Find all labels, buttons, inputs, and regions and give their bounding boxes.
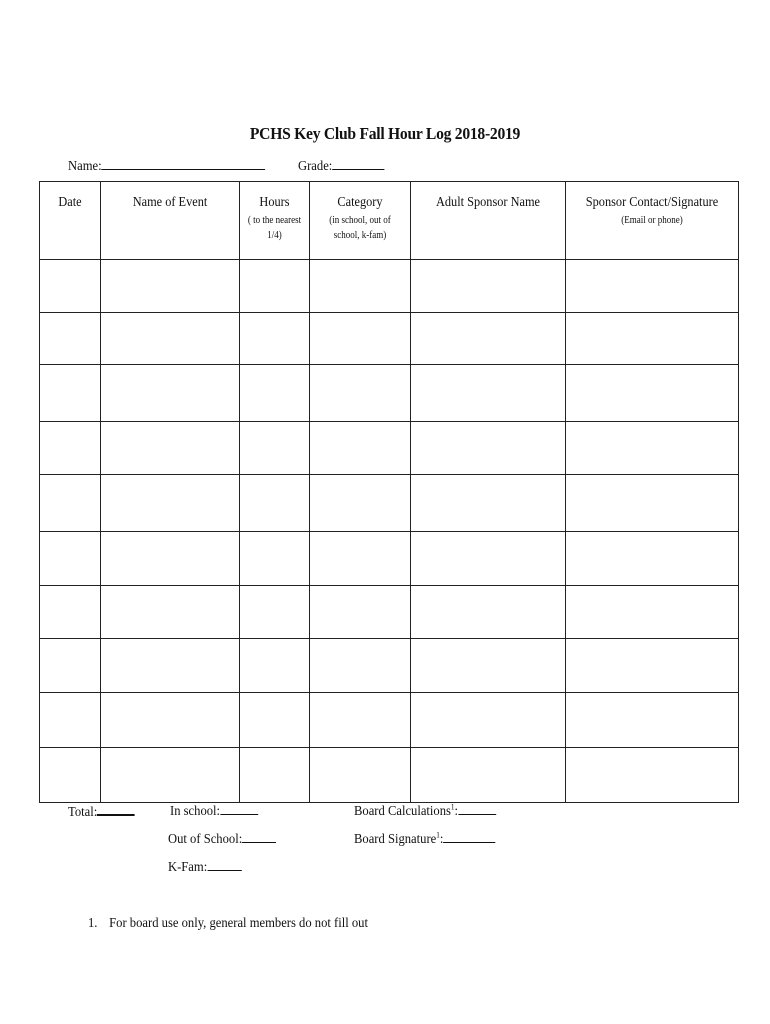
cell-hours[interactable] — [240, 532, 310, 586]
col-header-sponsor-contact-title: Sponsor Contact/Signature — [585, 195, 719, 210]
cell-sponsor-contact[interactable] — [566, 475, 739, 532]
cell-event[interactable] — [101, 748, 240, 803]
col-header-hours-title: Hours — [259, 195, 290, 210]
total-label: Total: — [68, 805, 98, 820]
footnote — [88, 916, 368, 932]
cell-event[interactable] — [101, 586, 240, 639]
cell-sponsor-contact[interactable] — [566, 313, 739, 365]
cell-category[interactable] — [310, 748, 411, 803]
cell-date[interactable] — [40, 365, 101, 422]
cell-category[interactable] — [310, 365, 411, 422]
out-of-school-field[interactable] — [168, 829, 276, 848]
cell-sponsor-name[interactable] — [411, 639, 566, 693]
cell-date[interactable] — [40, 475, 101, 532]
cell-event[interactable] — [101, 313, 240, 365]
name-label: Name: — [68, 159, 102, 174]
col-header-category-sub: (in school, out of school, k-fam) — [329, 215, 391, 241]
col-header-sponsor-name-title: Adult Sponsor Name — [435, 195, 541, 210]
cell-category[interactable] — [310, 475, 411, 532]
grade-label: Grade: — [298, 159, 333, 174]
cell-sponsor-contact[interactable] — [566, 422, 739, 475]
page-title: PCHS Key Club Fall Hour Log 2018-2019 — [249, 124, 521, 143]
cell-event[interactable] — [101, 693, 240, 748]
out-of-school-blank[interactable] — [242, 829, 276, 843]
kfam-label: K-Fam: — [168, 860, 208, 875]
col-header-category-title: Category — [337, 195, 383, 210]
cell-date[interactable] — [40, 639, 101, 693]
cell-date[interactable] — [40, 748, 101, 803]
table-row — [40, 532, 739, 586]
table-row — [40, 748, 739, 803]
cell-event[interactable] — [101, 532, 240, 586]
table-row — [40, 260, 739, 313]
cell-sponsor-contact[interactable] — [566, 260, 739, 313]
cell-sponsor-contact[interactable] — [566, 748, 739, 803]
cell-hours[interactable] — [240, 639, 310, 693]
cell-category[interactable] — [310, 586, 411, 639]
cell-event[interactable] — [101, 475, 240, 532]
cell-hours[interactable] — [240, 693, 310, 748]
cell-sponsor-contact[interactable] — [566, 532, 739, 586]
cell-sponsor-contact[interactable] — [566, 693, 739, 748]
total-field[interactable] — [68, 801, 135, 821]
board-signature-field[interactable]: Board Signature$^1$: — [354, 829, 496, 848]
board-calculations-blank[interactable] — [458, 801, 496, 815]
cell-hours[interactable] — [240, 475, 310, 532]
in-school-field[interactable] — [170, 801, 258, 820]
board-calculations-footnote-ref: 1 — [450, 802, 455, 812]
name-field[interactable] — [68, 156, 265, 175]
table-row — [40, 365, 739, 422]
cell-date[interactable] — [40, 260, 101, 313]
table-row — [40, 475, 739, 532]
total-blank[interactable] — [97, 801, 135, 816]
out-of-school-label: Out of School: — [168, 832, 243, 847]
board-calculations-field[interactable]: Board Calculations$^1$: — [354, 801, 496, 820]
cell-category[interactable] — [310, 639, 411, 693]
col-header-event-title: Name of Event — [132, 195, 208, 210]
cell-sponsor-name[interactable] — [411, 586, 566, 639]
col-header-event — [101, 182, 240, 260]
footnote-text: For board use only, general members do not fill out — [109, 916, 368, 931]
cell-sponsor-name[interactable] — [411, 475, 566, 532]
cell-sponsor-contact[interactable] — [566, 365, 739, 422]
cell-date[interactable] — [40, 422, 101, 475]
table-header-row — [40, 182, 739, 260]
cell-hours[interactable] — [240, 365, 310, 422]
cell-date[interactable] — [40, 532, 101, 586]
cell-category[interactable] — [310, 260, 411, 313]
board-signature-footnote-ref: 1 — [436, 830, 440, 840]
cell-hours[interactable] — [240, 313, 310, 365]
cell-date[interactable] — [40, 693, 101, 748]
cell-category[interactable] — [310, 532, 411, 586]
cell-hours[interactable] — [240, 586, 310, 639]
board-calculations-label: Board Calculations — [354, 804, 451, 819]
kfam-blank[interactable] — [207, 857, 241, 871]
cell-sponsor-name[interactable] — [411, 422, 566, 475]
cell-date[interactable] — [40, 313, 101, 365]
cell-sponsor-name[interactable] — [411, 748, 566, 803]
cell-sponsor-name[interactable] — [411, 313, 566, 365]
cell-sponsor-name[interactable] — [411, 365, 566, 422]
cell-category[interactable] — [310, 422, 411, 475]
in-school-blank[interactable] — [220, 801, 258, 815]
cell-sponsor-name[interactable] — [411, 693, 566, 748]
name-blank[interactable] — [102, 156, 266, 170]
col-header-date — [40, 182, 101, 260]
col-header-sponsor-contact — [566, 182, 739, 260]
table-row — [40, 639, 739, 693]
cell-event[interactable] — [101, 260, 240, 313]
board-signature-label: Board Signature — [354, 832, 437, 847]
cell-event[interactable] — [101, 365, 240, 422]
cell-sponsor-contact[interactable] — [566, 586, 739, 639]
col-header-sponsor-contact-sub: (Email or phone) — [621, 215, 683, 226]
board-signature-blank[interactable] — [443, 829, 495, 843]
cell-event[interactable] — [101, 422, 240, 475]
col-header-sponsor-name — [411, 182, 566, 260]
cell-category[interactable] — [310, 693, 411, 748]
kfam-field[interactable] — [168, 857, 241, 876]
grade-blank[interactable] — [332, 156, 384, 170]
col-header-hours-sub: ( to the nearest 1/4) — [247, 215, 302, 241]
table-row — [40, 422, 739, 475]
col-header-category — [310, 182, 411, 260]
cell-hours[interactable] — [240, 748, 310, 803]
table-row — [40, 586, 739, 639]
footnote-number: 1. — [88, 916, 98, 931]
col-header-hours — [240, 182, 310, 260]
grade-field[interactable] — [298, 156, 384, 175]
cell-event[interactable] — [101, 639, 240, 693]
table-row — [40, 313, 739, 365]
table-body — [40, 260, 739, 803]
cell-sponsor-contact[interactable] — [566, 639, 739, 693]
col-header-date-title: Date — [58, 195, 82, 210]
in-school-label: In school: — [170, 804, 221, 819]
cell-hours[interactable] — [240, 422, 310, 475]
hour-log-table — [39, 181, 739, 803]
cell-sponsor-name[interactable] — [411, 532, 566, 586]
table-row — [40, 693, 739, 748]
cell-date[interactable] — [40, 586, 101, 639]
cell-hours[interactable] — [240, 260, 310, 313]
cell-sponsor-name[interactable] — [411, 260, 566, 313]
cell-category[interactable] — [310, 313, 411, 365]
